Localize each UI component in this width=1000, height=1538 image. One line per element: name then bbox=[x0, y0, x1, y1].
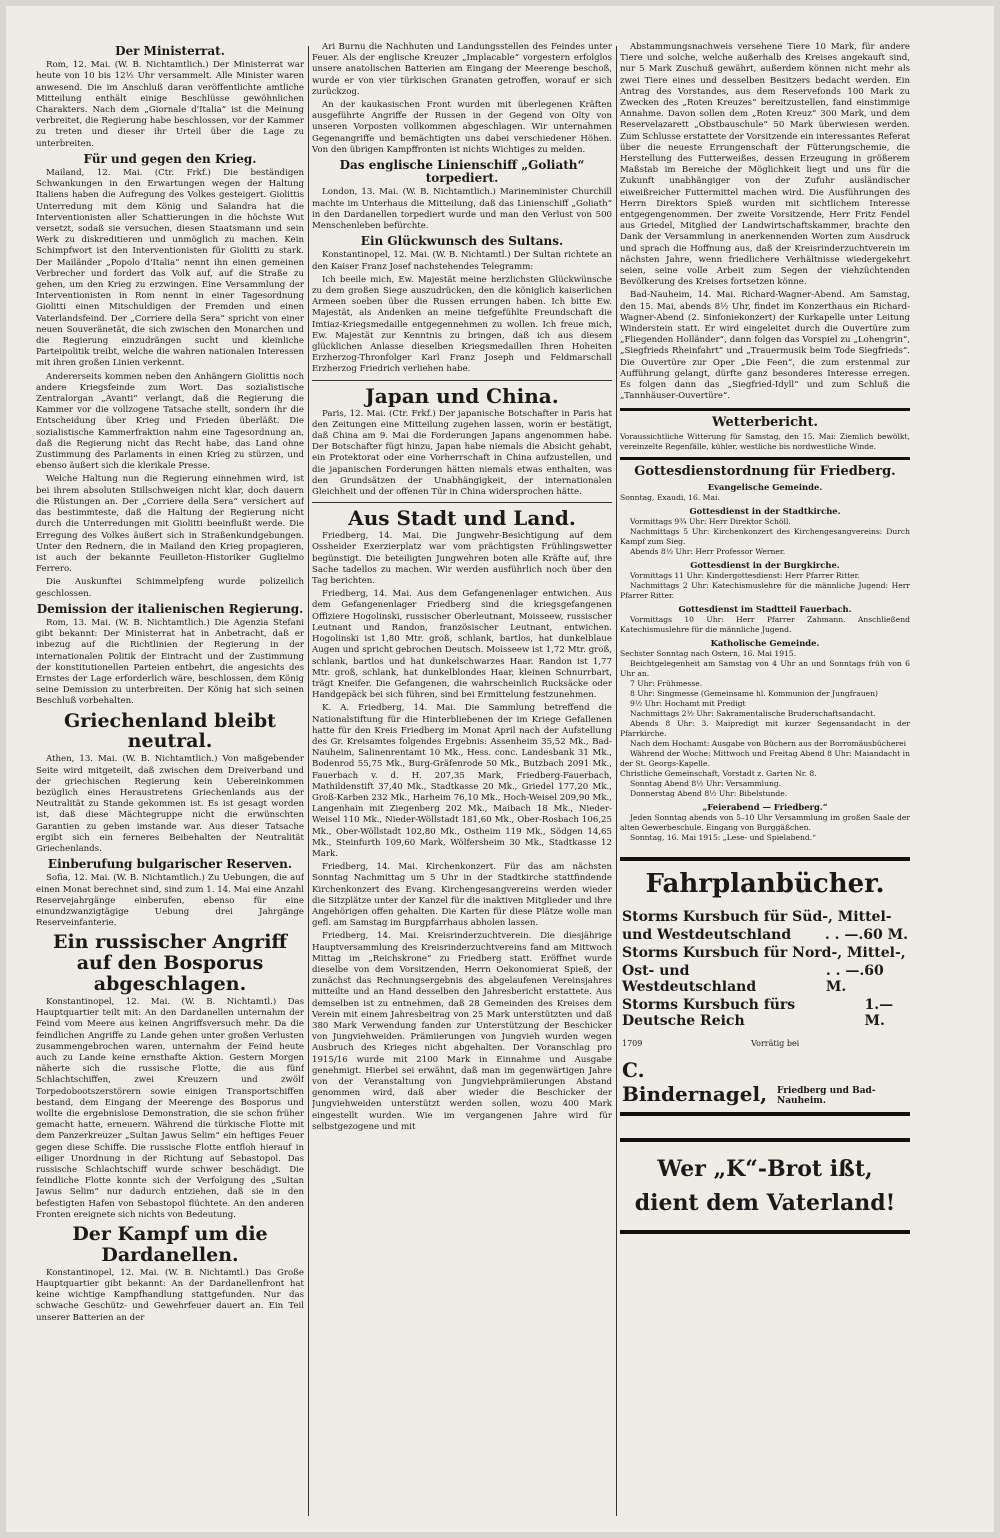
article-text: Konstantinopel, 12. Mai. (W. B. Nichtamtl.) Das Große Hauptquartier gibt bekannt: An der Dardanellenfront hat keine wichtige Kampfhandlung stattgefunden. Nur das schwache Geschütz- und Gewehrfeuer dauert an. Ein Teil unserer Batterien an der bbox=[36, 1267, 304, 1323]
ad-line bbox=[622, 927, 908, 943]
article-text: Konstantinopel, 12. Mai. (W. B. Nichtamtl.) Das Hauptquartier teilt mit: An den Dardanellen unternahm der Feind vom Meere aus keinen Angriffsversuch mehr. Da die feindlichen Angriffe zu Lande gehen unter großen Verlusten zusammengebrochen waren, unternahm der Feind heute auch zu Lande keine ernsthafte Aktion. Gestern Morgen näherte sich die russische Flotte, die aus fünf Schlachtschiffen, zwei Kreuzern und zwölf Torpedobootszerstörern sowie einigen Transportschiffen bestand, dem Eingang der Meerenge des Bosporus und wollte die ergebnislose Demonstration, die sie schon früher gemacht hatte, erneuern. Während die türkische Flotte mit dem Panzerkreuzer „Sultan Jawus Selim“ ein heftiges Feuer gegen diese Schiffe. Die russische Flotte entfloh hierauf in eiliger Unordnung in der Richtung auf Sebastopol. Das russische Schlachtschiff wurde schwer beschädigt. Die feindliche Flotte konnte sich der Verfolgung des „Sultan Jawus Selim“ nur dadurch entziehen, daß sie in den befestigten Hafen von Sebastopol flüchtete. An den anderen Fronten ereignete sich nichts von Bedeutung. bbox=[36, 997, 304, 1220]
article-text: Friedberg, 14. Mai. Die Jungwehr-Besichtigung auf dem Ossheider Exerzierplatz war vom prächtigsten Frühlingswetter begünstigt. Die beteiligten Jungwehren boten alle Kräfte auf, ihre Sache tadellos zu machen. Wir werden ausführlich noch über den Tag berichten. bbox=[312, 531, 612, 587]
ad-item: Storms Kursbuch für Süd-, Mittel- bbox=[622, 909, 892, 926]
ad-line bbox=[622, 945, 908, 961]
service-heading: Gottesdienst in der Burgkirche. bbox=[690, 560, 840, 571]
ad-line bbox=[622, 963, 908, 995]
article-text: K. A. Friedberg, 14. Mai. Die Sammlung betreffend die Nationalstiftung für die Hinterbliebenen der im Kriege Gefallenen hatte für den Kreis Friedberg im Monat April nach der Aufstellung des Gr. Kreisamtes folgendes Ergebnis: Assenheim 35,52 Mk., Bad-Nauheim, Salinenrentamt 10 Mk., Hess. conc. Landesbank 31 Mk., Bodenrod 55,75 Mk., Burg-Gräfenrode 50 Mk., Butzbach 2091 Mk., Fauerbach v. d. H. 207,35 Mark, Friedberg-Fauerbach, Mathildenstift 37,40 Mk., Stadtkasse 20 Mk., Griedel 177,20 Mk., Groß-Karben 232 Mk., Harheim 76,10 Mk., Hoch-Weisel 209,90 Mk., Langenhain mit Ziegenberg 202 Mk., Maibach 18 Mk., Nieder-Weisel 110 Mk., Nieder-Wöllstadt 181,60 Mk., Ober-Rosbach 106,25 Mk., Ober-Wöllstadt 102,80 Mk., Ostheim 119 Mk., Södgen 14,65 Mk., Steinfurth 109,60 Mark, Wölfersheim 30 Mk., Stadtkasse 12 Mark. bbox=[312, 703, 612, 859]
headline-goliath: Das englische Linienschiff „Goliath“ torpediert. bbox=[339, 158, 585, 186]
service-line: Jeden Sonntag abends von 5–10 Uhr Versammlung im großen Saale der alten Gewerbeschule. Eingang von Burggäßchen. bbox=[620, 813, 910, 833]
headline-ministerrat: Der Ministerrat. bbox=[115, 44, 225, 58]
ad-line bbox=[622, 909, 908, 925]
article-text: Welche Haltung nun die Regierung einnehmen wird, ist bei ihrem absoluten Stillschweigen nicht klar, doch dauern die Rüstungen an. Der „Corriere della Sera“ versichert auf das bestimmteste, daß die Haltung der Regierung nicht durch die Unterredungen mit Giolitti beeinflußt werde. Die Erregung des Volkes äußert sich in Straßenkundgebungen. Unter den Rednern, die in Mailand den Krieg propagieren, ist auch der bekannte Feuilleton-Historiker Guglielmo Ferrero. bbox=[36, 474, 304, 575]
service-line: 8 Uhr: Singmesse (Gemeinsame hl. Kommunion der Jungfrauen) bbox=[630, 689, 878, 699]
service-line: 9½ Uhr: Hochamt mit Predigt bbox=[630, 699, 746, 709]
advertisement-brot bbox=[620, 1138, 910, 1234]
service-line: Sonntag, 16. Mai 1915: „Lese- und Spielabend.“ bbox=[630, 833, 816, 843]
service-line: Donnerstag Abend 8½ Uhr: Bibelstunde. bbox=[630, 789, 788, 799]
article-text: Andererseits kommen neben den Anhängern Giolittis noch andere Kriegsfeinde zum Wort. Das sozialistische Zentralorgan „Avanti“ verlangt, daß die Regierung die Kammer vor die vollzogene Tatsache stellt, sondern ihr die Entscheidung über Krieg und Frieden überläßt. Die sozialistische Kammerfraktion nahm eine Tagesordnung an, daß die Regierung nicht das Recht habe, das Land ohne Zustimmung des Parlaments in einen Krieg zu stürzen, und ebenso äußert sich die klerikale Presse. bbox=[36, 371, 304, 472]
divider bbox=[620, 457, 910, 460]
ad-price: . . —.60 M. bbox=[825, 963, 884, 996]
article-text: Friedberg, 14. Mai. Kreisrinderzuchtverein. Die diesjährige Hauptversammlung des Kreisrinderzuchtvereins fand am Mittwoch Mittag im „Reichskrone“ zu Friedberg statt. Eröffnet wurde dieselbe von dem Vorsitzenden, Herrn Oekonomierat Spieß, der zunächst das Rechnungsergebnis des abgelaufenen Vereinsjahres mitteilte und an Hand desselben den Jahresbericht erstattete. Aus demselben ist zu entnehmen, daß 28 Gemeinden des Kreises dem Verein mit einem Jahresbeitrag von 25 Mark unterstützten und daß 380 Mark Verwendung fanden zur Unterstützung der Beschicker von Jungviehweiden. Prämiierungen von Jungvieh wurden wegen Ausbruch des Krieges nicht abgehalten. Der Voranschlag pro 1915/16 wurde mit 2100 Mark in Einnahme und Ausgabe genehmigt. Hierbei sei erwähnt, daß man im gegenwärtigen Jahre von der Veranstaltung von Jungviehprämiierungen Abstand genommen wird, daß aber wieder die Beschicker der Jungviehweiden unterstützt werden sollen, wozu 400 Mark eingestellt wurden. Wie im vergangenen Jahre wird für selbstgezogene und mit bbox=[312, 931, 612, 1132]
headline-gottesdienst: Gottesdienstordnung für Friedberg. bbox=[634, 463, 896, 479]
ad-item: Ost- und Westdeutschland bbox=[622, 963, 757, 996]
ad-line bbox=[622, 997, 908, 1029]
article-text: Ich beeile mich, Ew. Majestät meine herzlichsten Glückwünsche zu dem großen Siege auszudrücken, den die königlich kaiserlichen Armeen soeben über die Russen errungen haben. Ich bitte Ew. Majestät, als Andenken an meine tiefgefühlte Freundschaft die Imtiaz-Kriegsmedaille entgegennehmen zu wollen. Ich freue mich, Ew. Majestät zur Kenntnis zu bringen, daß ich aus diesem glücklichen Anlasse dieselben Kriegsmedaillen Ihren Hoheiten Erzherzog-Thronfolger Karl Franz Joseph und Feldmarschall Erzherzog Friedrich verliehen habe. bbox=[312, 274, 612, 375]
service-line: Während der Woche: Mittwoch und Freitag Abend 8 Uhr: Maiandacht in der St. Georgs-Kapelle. bbox=[620, 749, 910, 769]
ad-brot-line: Wer „K“-Brot ißt, bbox=[657, 1156, 873, 1183]
advertisement-fahrplan bbox=[620, 857, 910, 1116]
article-text: Abstammungsnachweis versehene Tiere 10 Mark, für andere Tiere und solche, welche außerhalb des Kreises angekauft sind, nur 5 Mark Zuschuß gewährt, außerdem können nicht mehr als zwei Tiere eines und desselben Besitzers bedacht werden. Ein Antrag des Vorstandes, aus dem Reservefonds 100 Mark zu Zwecken des „Roten Kreuzes“ bereitzustellen, fand einstimmige Annahme. Davon sollen dem „Roten Kreuz“ 300 Mark, und dem Reservelazarett „Obstbauschule“ 50 Mark überwiesen werden. Zum Schlusse erstattete der Vorsitzende ein interessantes Referat über die neueste Errungenschaft der Fütterungschemie, die Herstellung des Futterweißes, dessen Erzeugung in größerem Maßstab im Bereiche der Möglichkeit liegt und uns für die Zukunft unabhängiger von der Zufuhr ausländischer eiweißreicher Futtermittel machen wird. Die Ausführungen des Herrn Direktors Spieß wurden mit sichtlichem Interesse entgegengenommen. Der zweite Vorsitzende, Herr Fritz Fendel aus Griedel, Mitglied der Landwirtschaftskammer, brachte den Dank der Versammlung in anerkennenden Worten zum Ausdruck und sprach die Hoffnung aus, daß der Kreisrinderzuchtverein im nächsten Jahre, wenn friedlichere Verhältnisse wiedergekehrt seien, seine volle Arbeit zum Segen der viehzüchtenden Bevölkerung des Kreises fortsetzen könne. bbox=[620, 42, 910, 288]
article-text: Sofia, 12. Mai. (W. B. Nichtamtlich.) Zu Uebungen, die auf einen Monat berechnet sind, sind zum 1. 14. Mai eine Anzahl Reservejahrgänge einberufen, ebenso für eine einundzwanzigtägige Uebung drei Jahrgänge Reserveinfanterie. bbox=[36, 873, 304, 929]
service-heading: Gottesdienst in der Stadtkirche. bbox=[689, 506, 841, 517]
service-line: Vormittags 9¾ Uhr: Herr Direktor Schöll. bbox=[630, 517, 791, 527]
headline-wetter: Wetterbericht. bbox=[712, 414, 818, 430]
divider bbox=[312, 502, 612, 503]
ad-avail: Vorrätig bei bbox=[751, 1039, 800, 1049]
article-text: Ari Burnu die Nachhuten und Landungsstellen des Feindes unter Feuer. Als der englische Kreuzer „Implacable“ vorgestern erfolglos unsere anatolischen Batterien am Eingang der Meerenge beschoß, wurde er von vier türkischen Granaten getroffen, worauf er sich zurückzog. bbox=[312, 42, 612, 97]
headline-sultan: Ein Glückwunsch des Sultans. bbox=[360, 234, 564, 249]
service-line: Vormittags 10 Uhr: Herr Pfarrer Zahmann. Anschließend Katechismuslehre für die männliche Jugend. bbox=[620, 615, 910, 635]
article-text: Mailand, 12. Mai. (Ctr. Frkf.) Die beständigen Schwankungen in den Erwartungen wegen der Haltung Italiens haben die Aufregung des Volkes gesteigert. Giolittis Unterredung mit dem König und Salandra hat die Interventionisten aller Schattierungen in die höchste Wut versetzt, sodaß sie versuchen, diesen Staatsmann und sein Werk zu diskreditieren und unmöglich zu machen. Kein Schimpfwort ist den Interventionisten für Giolitti zu stark. Der Mailänder „Popolo d'Italia“ nennt ihn einen gemeinen Verbrecher und fordert das Volk auf, auf die Straße zu gehen, um den Krieg zu erzwingen. Eine Versammlung der Interventionisten in Rom nennt in einer Tagesordnung Giolitti einen Mitschuldigen der Fremden und einen Vaterlandsfeind. Der „Corriere della Sera“ spricht von einer neuen Souveränetät, die sich zwischen den Monarchen und die Regierung einzudrängen sucht und kleinliche Parteipolitik treibt, welche die wahren nationalen Interessen mit ihren großen Linien verkennt. bbox=[36, 168, 304, 369]
service-line: Nachmittags 2 Uhr: Katechismuslehre für die männliche Jugend: Herr Pfarrer Ritter. bbox=[620, 581, 910, 601]
service-line: Abends 8 Uhr: 3. Maipredigt mit kurzer Segensandacht in der Pfarrkirche. bbox=[620, 719, 910, 739]
ad-price: 1.— M. bbox=[864, 997, 894, 1030]
ad-places: Friedberg und Bad-Nauheim. bbox=[777, 1086, 876, 1107]
column-3 bbox=[620, 42, 910, 1234]
headline-bulgarien: Einberufung bulgarischer Reserven. bbox=[47, 857, 293, 872]
service-line: Nachmittags 2½ Uhr: Sakramentalische Bruderschaftsandacht. bbox=[630, 709, 876, 719]
ad-title: Fahrplanbücher. bbox=[645, 869, 885, 900]
ad-item: Storms Kursbuch für Nord-, Mittel-, bbox=[622, 945, 906, 962]
headline-stadt-land: Aus Stadt und Land. bbox=[348, 506, 576, 531]
headline-japan-china: Japan und China. bbox=[365, 383, 559, 408]
column-rule bbox=[308, 46, 309, 1516]
ad-firm-row bbox=[622, 1058, 908, 1106]
column-1 bbox=[36, 42, 304, 1326]
service-line: 7 Uhr: Frühmesse. bbox=[630, 679, 703, 689]
article-text: Athen, 13. Mai. (W. B. Nichtamtlich.) Von maßgebender Seite wird mitgeteilt, daß zwischen dem Dreiverband und der griechischen Regierung kein Uebereinkommen bezüglich eines Heraustretens Griechenlands aus der Neutralität zu Stande gekommen ist. Es ist gesagt worden ist, daß diese Mächtegruppe nicht die erwünschten Garantien zu geben imstande war. Aus dieser Tatsache ergibt sich ein ferneres Beibehalten der Neutralität Griechenlands. bbox=[36, 754, 304, 854]
service-line: Sonntag, Exaudi, 16. Mai. bbox=[620, 493, 720, 503]
headline-dardanellen: Der Kampf um die Dardanellen. bbox=[72, 1223, 268, 1266]
ad-item: Storms Kursbuch fürs Deutsche Reich bbox=[622, 997, 796, 1030]
column-2 bbox=[312, 42, 612, 1135]
ad-number: 1709 bbox=[622, 1039, 643, 1049]
article-text: Die Auskunftei Schimmelpfeng wurde polizeilich geschlossen. bbox=[36, 577, 304, 599]
ad-price: . . —.60 M. bbox=[824, 927, 908, 944]
article-text: Friedberg, 14. Mai. Aus dem Gefangenenlager entwichen. Aus dem Gefangenenlager Friedberg sind die kriegsgefangenen Offiziere Hogolinski, russischer Oberleutnant, Moisseew, russischer Leutnant und Randon, französischer Leutnant, entwichen. Hogolinski ist 1,80 Mtr. groß, schlank, bartlos, hat dunkelblaue Augen und spricht gebrochen Deutsch. Moisseew ist 1,72 Mtr. groß, schlank, bartlos und hat dunkelschwarzes Haar. Randon ist 1,77 Mtr. groß, schlank, hat dunkelblondes Haar, kleinen Schnurrbart, trägt Kneifer. Die Gefangenen, die wahrscheinlich Rucksäcke oder Handgepäck bei sich führen, sind bei Ermittelung festzunehmen. bbox=[312, 589, 612, 701]
article-text: Bad-Nauheim, 14. Mai. Richard-Wagner-Abend. Am Samstag, den 15. Mai, abends 8½ Uhr, findet im Konzerthaus ein Richard-Wagner-Abend (2. Sinfoniekonzert) der Kurkapelle unter Leitung Winderstein statt. Er wird eingeleitet durch die Ouvertüre zum „Fliegenden Holländer“, dann folgen das Vorspiel zu „Lohengrin“, „Siegfrieds Rheinfahrt“ und „Trauermusik beim Tode Siegfrieds“. Die Ouvertüre zur Oper „Die Feen“, die zum erstenmal zur Aufführung gelangt, dürfte ganz besonderes Interesse erregen. Es folgen dann das „Siegfried-Idyll“ und zum Schluß die „Tannhäuser-Ouvertüre“. bbox=[620, 290, 910, 402]
weather-text: Voraussichtliche Witterung für Samstag, den 15. Mai: Ziemlich bewölkt, vereinzelte Regenfälle, kühler, westliche bis nordwestliche Winde. bbox=[620, 431, 910, 451]
article-text: Konstantinopel, 12. Mai. (W. B. Nichtamtl.) Der Sultan richtete an den Kaiser Franz Josef nachstehendes Telegramm: bbox=[312, 250, 612, 272]
service-heading: Evangelische Gemeinde. bbox=[707, 482, 823, 493]
service-line: Sonntag Abend 8½ Uhr: Versammlung. bbox=[630, 779, 782, 789]
ad-firm: C. Bindernagel, bbox=[622, 1058, 768, 1107]
article-text: Paris, 12. Mai. (Ctr. Frkf.) Der japanische Botschafter in Paris hat den Zeitungen eine Mitteilung zugehen lassen, worin er bestätigt, daß China am 9. Mai die Forderungen Japans angenommen habe. Der Botschafter fügt hinzu, Japan habe niemals die Absicht gehabt, ein Protektorat oder eine Vorherrschaft in China aufzustellen, und die japanischen Forderungen hätten niemals etwas enthalten, was den Grundsätzen der Unabhängigkeit, der internationalen Gleichheit und der offenen Tür in China widersprochen hätte. bbox=[312, 408, 612, 498]
service-line: Vormittags 11 Uhr: Kindergottesdienst: Herr Pfarrer Ritter. bbox=[630, 571, 860, 581]
divider bbox=[620, 408, 910, 411]
ad-item: und Westdeutschland bbox=[622, 927, 792, 944]
article-text: Rom, 12. Mai. (W. B. Nichtamtlich.) Der Ministerrat war heute von 10 bis 12½ Uhr versammelt. Alle Minister waren anwesend. Die im Anschluß daran veröffentlichte amtliche Mitteilung enthält einige Beschlüsse gewöhnlichen Charakters. Nach dem „Giornale d'Italia“ ist die Meinung verbreitet, die Regierung habe beschlossen, vor der Kammer zu treten und dieser ihr Urteil über die Lage zu unterbreiten. bbox=[36, 60, 304, 149]
service-line: Abends 8½ Uhr: Herr Professor Werner. bbox=[630, 547, 786, 557]
divider bbox=[312, 380, 612, 381]
service-line: Beichtgelegenheit am Samstag von 4 Uhr an und Sonntags früh von 6 Uhr an. bbox=[620, 659, 910, 679]
headline-griechenland: Griechenland bleibt neutral. bbox=[64, 709, 276, 753]
ad-brot-line: dient dem Vaterland! bbox=[634, 1190, 896, 1217]
article-text: Rom, 13. Mai. (W. B. Nichtamtlich.) Die Agenzia Stefani gibt bekannt: Der Ministerrat hat in Anbetracht, daß er inbezug auf die Richtlinien der Regierung in der internationalen Politik der Eintracht und der Zustimmung der konstitutionellen Parteien entbehrt, die angesichts des Ernstes der Lage erforderlich wäre, beschlossen, dem König seine Demission zu unterbreiten. Der König hat sich seinen Beschluß vorbehalten. bbox=[36, 617, 304, 707]
service-heading: Katholische Gemeinde. bbox=[710, 638, 820, 649]
service-line: Sechster Sonntag nach Ostern, 16. Mai 1915. bbox=[620, 649, 797, 659]
service-line: Nachmittags 5 Uhr: Kirchenkonzert des Kirchengesangvereins: Durch Kampf zum Sieg. bbox=[620, 527, 910, 547]
ad-footer bbox=[622, 1039, 908, 1048]
article-text: An der kaukasischen Front wurden mit überlegenen Kräften ausgeführte Angriffe der Russen in der Gegend von Olty von unseren Vorposten vollkommen abgeschlagen. Wir unternahmen Gegenangriffe und bemächtigten uns dabei verschiedener Höhen. Von den übrigen Kampffronten ist nichts Wichtiges zu melden. bbox=[312, 100, 612, 155]
headline-bosporus: Ein russischer Angriff auf den Bosporus abgeschlagen. bbox=[52, 931, 288, 996]
headline-krieg: Für und gegen den Krieg. bbox=[83, 151, 257, 166]
newspaper-page bbox=[6, 6, 994, 1532]
service-heading: „Feierabend — Friedberg.“ bbox=[702, 802, 828, 813]
service-line: Nach dem Hochamt: Ausgabe von Büchern aus der Borromäusbücherei bbox=[630, 739, 906, 749]
column-rule bbox=[616, 46, 617, 1516]
article-text: Friedberg, 14. Mai. Kirchenkonzert. Für das am nächsten Sonntag Nachmittag um 5 Uhr in der Stadtkirche stattfindende Kirchenkonzert des Evang. Kirchengesangvereins werden wieder die Sitzplätze unter der Kanzel für die inaktiven Mitglieder und ihre Angehörigen offen gehalten. Die Karten für diese Plätze wolle man gefl. am Samstag im Burgpfarrhaus abholen lassen. bbox=[312, 862, 612, 929]
article-text: London, 13. Mai. (W. B. Nichtamtlich.) Marineminister Churchill machte im Unterhaus die Mitteilung, daß das Linienschiff „Goliath“ in den Dardanellen torpediert wurde und man den Verlust von 500 Menschenleben befürchte. bbox=[312, 187, 612, 232]
headline-demission: Demission der italienischen Regierung. bbox=[36, 601, 304, 616]
service-heading: Gottesdienst im Stadtteil Fauerbach. bbox=[678, 604, 852, 615]
service-line: Christliche Gemeinschaft, Vorstadt z. Garten Nr. 8. bbox=[620, 769, 817, 779]
